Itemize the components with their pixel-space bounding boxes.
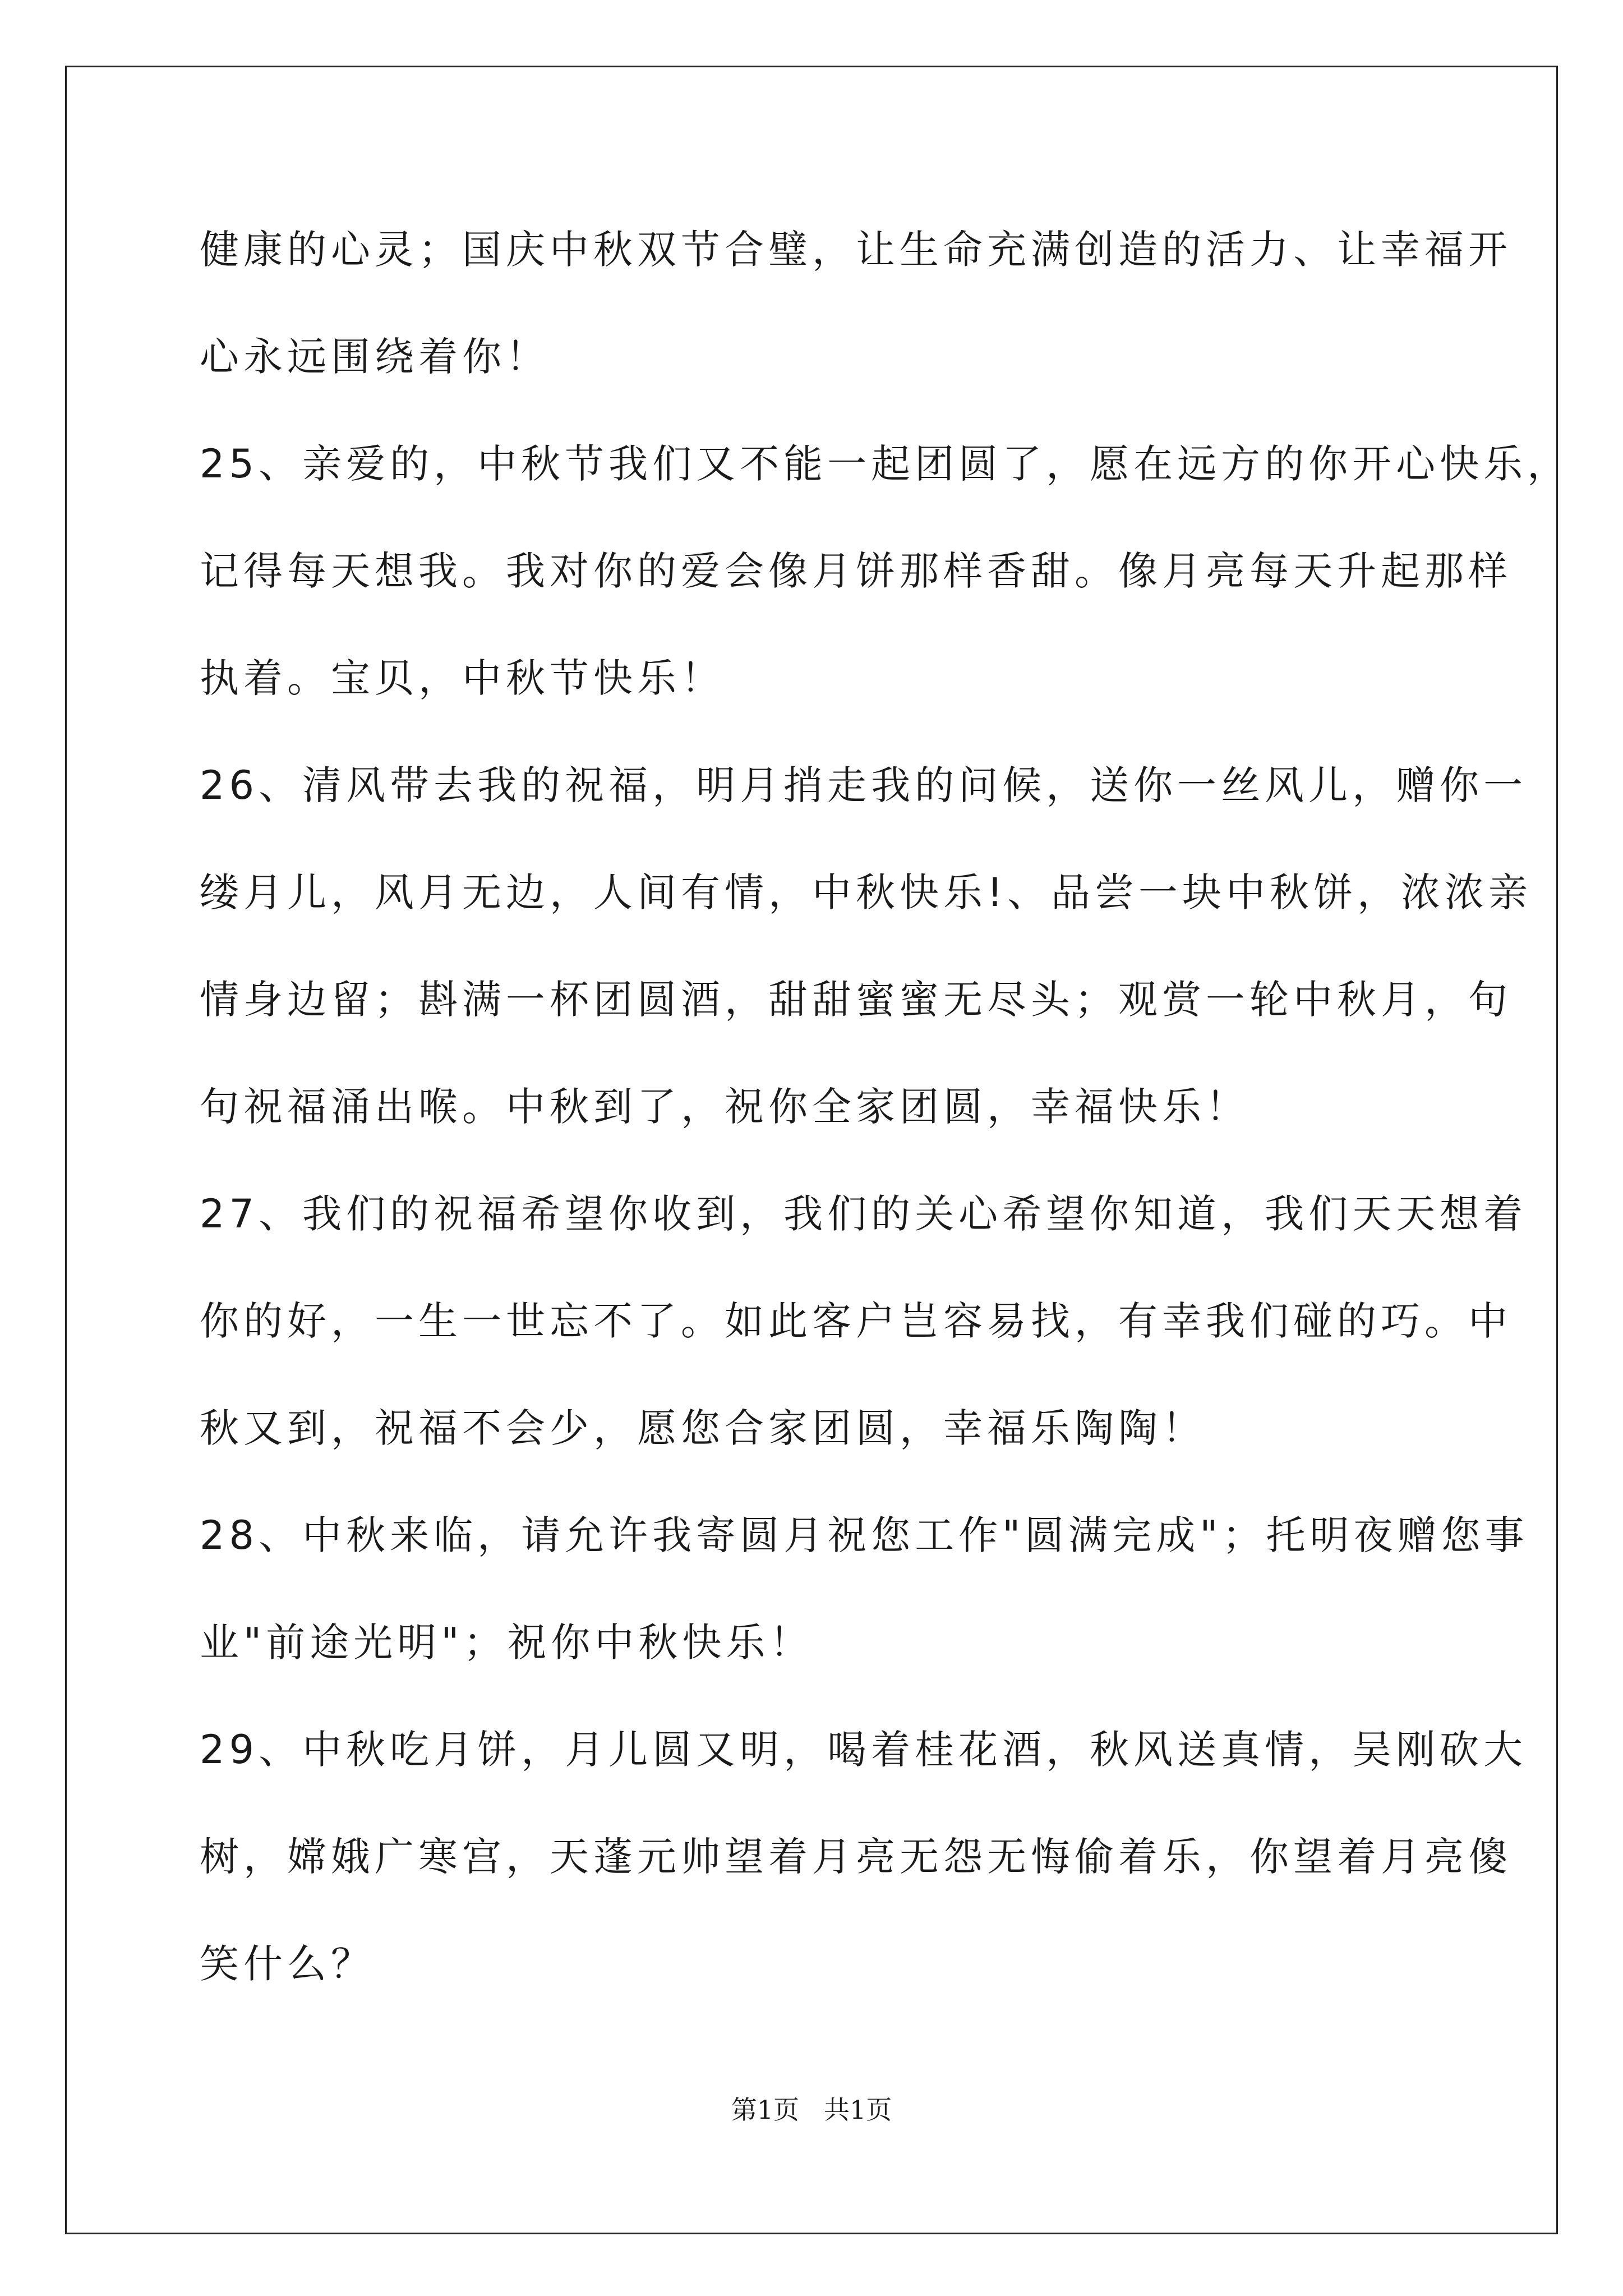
- text-line: 句祝福涌出喉。中秋到了，祝你全家团圆，幸福快乐！: [200, 1084, 1249, 1130]
- text-line: 26、清风带去我的祝福，明月捎走我的问候，送你一丝风儿，赠你一: [200, 762, 1528, 808]
- text-line: 28、中秋来临，请允许我寄圆月祝您工作"圆满完成"；托明夜赠您事: [200, 1512, 1529, 1558]
- text-line: 树，嫦娥广寒宫，天蓬元帅望着月亮无怨无悔偷着乐，你望着月亮傻: [200, 1834, 1512, 1880]
- text-line: 情身边留；斟满一杯团圆酒，甜甜蜜蜜无尽头；观赏一轮中秋月，句: [200, 977, 1512, 1023]
- text-line: 27、我们的祝福希望你收到，我们的关心希望你知道，我们天天想着: [200, 1191, 1528, 1237]
- text-line: 笑什么？: [200, 1941, 375, 1987]
- text-line: 你的好，一生一世忘不了。如此客户岂容易找，有幸我们碰的巧。中: [200, 1298, 1512, 1344]
- page-number-current: 第1页: [731, 2095, 799, 2125]
- text-line: 秋又到，祝福不会少，愿您合家团圆，幸福乐陶陶！: [200, 1405, 1206, 1451]
- text-line: 业"前途光明"；祝你中秋快乐！: [200, 1619, 814, 1665]
- text-line: 健康的心灵；国庆中秋双节合璧，让生命充满创造的活力、让幸福开: [200, 227, 1512, 273]
- text-line: 记得每天想我。我对你的爱会像月饼那样香甜。像月亮每天升起那样: [200, 548, 1512, 594]
- text-line: 25、亲爱的，中秋节我们又不能一起团圆了，愿在远方的你开心快乐，: [200, 441, 1571, 487]
- text-line: 缕月儿，风月无边，人间有情，中秋快乐!、品尝一块中秋饼，浓浓亲: [200, 869, 1533, 915]
- text-line: 心永远围绕着你！: [200, 334, 550, 380]
- page-number-total: 共1页: [824, 2095, 892, 2125]
- text-line: 执着。宝贝，中秋节快乐！: [200, 655, 725, 701]
- text-line: 29、中秋吃月饼，月儿圆又明，喝着桂花酒，秋风送真情，吴刚砍大: [200, 1727, 1528, 1773]
- document-body: [200, 213, 1571, 2035]
- page-footer: [0, 2090, 1623, 2127]
